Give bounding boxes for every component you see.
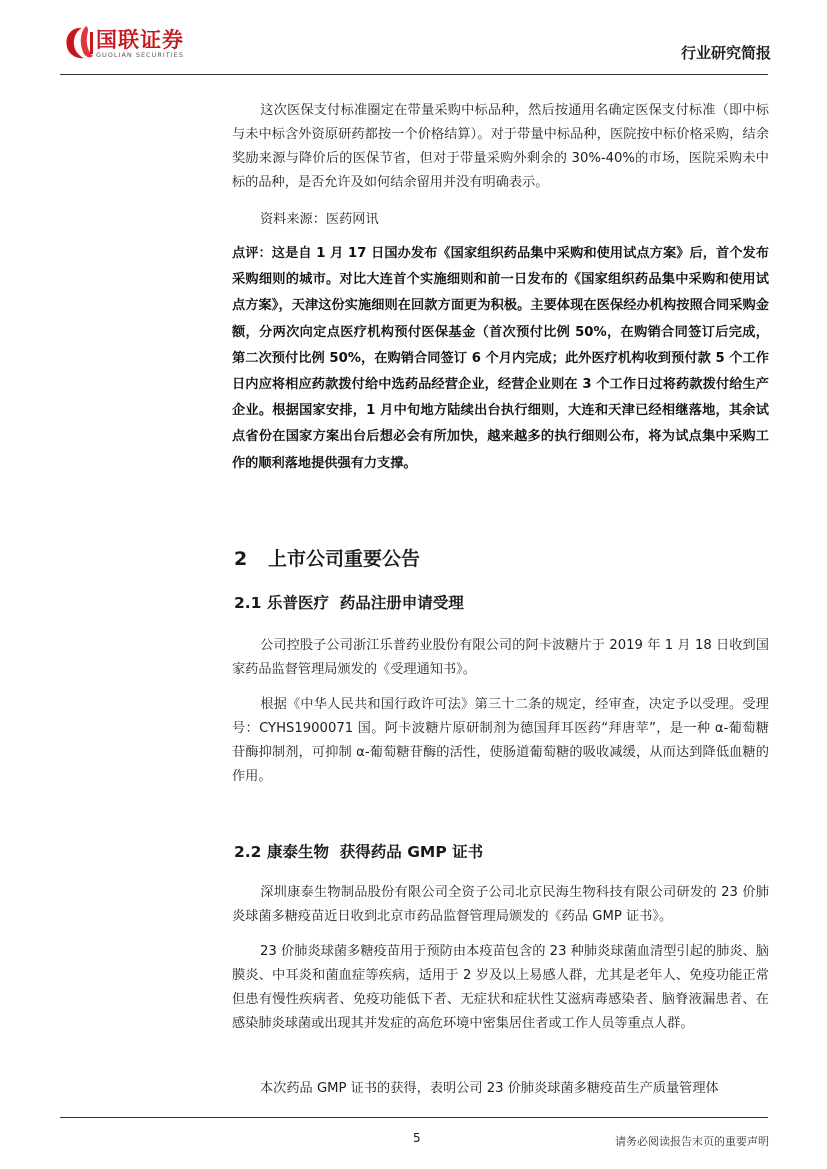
header-rule (60, 74, 768, 75)
footer-rule (60, 1117, 768, 1118)
source-text: 资料来源：医药网讯 (260, 212, 379, 227)
body-paragraph (232, 693, 769, 789)
body-paragraph (232, 99, 769, 195)
paragraph-text: 本次药品 GMP 证书的获得，表明公司 23 价肺炎球菌多糖疫苗生产质量管理体 (260, 1081, 719, 1096)
subsection-title: 乐普医疗 药品注册申请受理 (267, 594, 464, 612)
body-paragraph (232, 940, 769, 1036)
subsection-title: 康泰生物 获得药品 GMP 证书 (267, 843, 484, 861)
report-type-title: 行业研究简报 (680, 44, 771, 62)
logo-subtitle: GUOLIAN SECURITIES (96, 51, 184, 59)
logo-text: 国联证券 (96, 28, 184, 52)
body-paragraph (232, 881, 769, 929)
source-note (232, 208, 769, 232)
subsection-heading-2-1 (234, 591, 464, 613)
paragraph-text: 深圳康泰生物制品股份有限公司全资子公司北京民海生物科技有限公司研发的 23 价肺炎球菌多糖疫苗近日收到北京市药品监督管理局颁发的《药品 GMP 证书》。 (232, 885, 769, 924)
section-number: 2 (234, 548, 248, 570)
section-heading (234, 544, 420, 571)
section-title: 上市公司重要公告 (268, 548, 421, 570)
subsection-heading-2-2 (234, 840, 483, 862)
subsection-number: 2.1 (234, 594, 262, 612)
paragraph-text: 这次医保支付标准圈定在带量采购中标品种，然后按通用名确定医保支付标准（即中标与未中标含外资原研药都按一个价格结算）。对于带量中标品种，医院按中标价格采购，结余奖励来源与降价后的医保节省，但对于带量采购外剩余的 30%-40%的市场，医院采购未中标的品种，是否允许及如何结余留用并没有明确表示。 (232, 103, 769, 190)
comment-text: 点评：这是自 1 月 17 日国办发布《国家组织药品集中采购和使用试点方案》后，首个发布采购细则的城市。对比大连首个实施细则和前一日发布的《国家组织药品集中采购和使用试点方案》，天津这份实施细则在回款方面更为积极。主要体现在医保经办机构按照合同采购金额，分两次向定点医疗机构预付医保基金（首次预付比例 50%，在购销合同签订后完成，第二次预付比例 50%，在购销合同签订 6 个月内完成；此外医疗机构收到预付款 5 个工作日内应将相应药款拨付给中选药品经营企业，经营企业则在 3 个工作日过将药款拨付给生产企业。根据国家安排，1 月中旬地方陆续出台执行细则，大连和天津已经相继落地，其余试点省份在国家方案出台后想必会有所加快，越来越多的执行细则公布，将为试点集中采购工作的顺利落地提供强有力支撑。 (232, 246, 769, 471)
body-paragraph (232, 1077, 769, 1101)
subsection-number: 2.2 (234, 843, 262, 861)
comment-paragraph (232, 241, 769, 477)
body-paragraph (232, 634, 769, 682)
paragraph-text: 公司控股子公司浙江乐普药业股份有限公司的阿卡波糖片于 2019 年 1 月 18 日收到国家药品监督管理局颁发的《受理通知书》。 (232, 638, 769, 677)
paragraph-text: 根据《中华人民共和国行政许可法》第三十二条的规定，经审查，决定予以受理。受理号：CYHS1900071 国。阿卡波糖片原研制剂为德国拜耳医药“拜唐苹”，是一种 α-葡萄糖苷酶抑制剂，可抑制 α-葡萄糖苷酶的活性，使肠道葡萄糖的吸收减缓，从而达到降低血糖的作用。 (232, 697, 769, 784)
paragraph-text: 23 价肺炎球菌多糖疫苗用于预防由本疫苗包含的 23 种肺炎球菌血清型引起的肺炎、脑膜炎、中耳炎和菌血症等疾病，适用于 2 岁及以上易感人群，尤其是老年人、免疫功能正常但患有慢性疾病者、免疫功能低下者、无症状和症状性艾滋病毒感染者、脑脊液漏患者、在感染肺炎球菌或出现其并发症的高危环境中密集居住者或工作人员等重点人群。 (232, 944, 769, 1031)
page-number: 5 (413, 1131, 421, 1145)
disclaimer-note: 请务必阅读报告末页的重要声明 (615, 1135, 769, 1148)
